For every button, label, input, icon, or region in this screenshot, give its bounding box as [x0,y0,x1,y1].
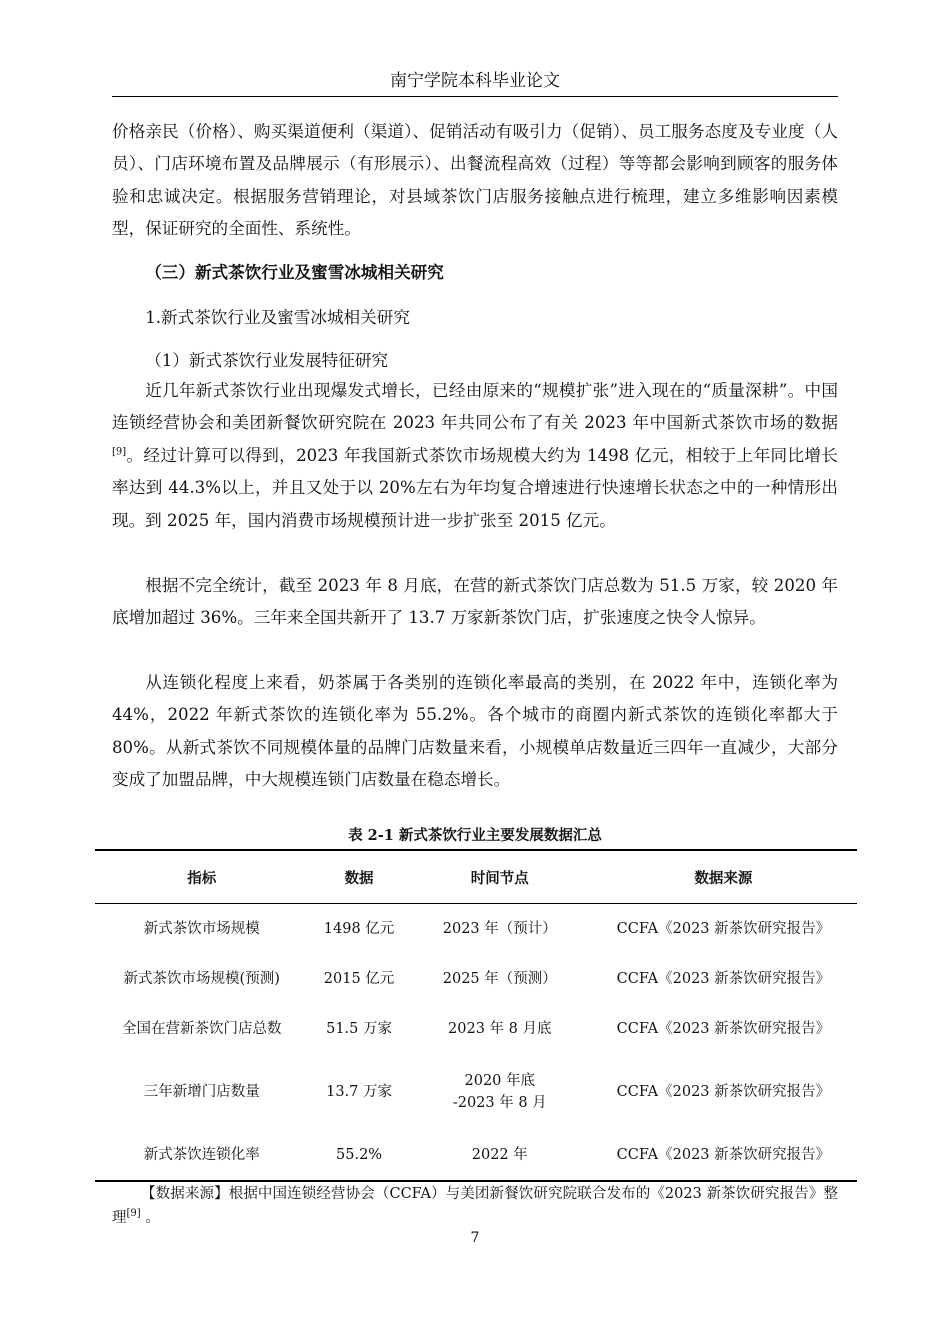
citation-ref: [9] [126,1208,141,1220]
note-text-a: 【数据来源】根据中国连锁经营协会（CCFA）与美团新餐饮研究院联合发布的《2023 新茶饮研究报告》整理 [112,1186,838,1226]
table-cell: CCFA《2023 新茶饮研究报告》 [616,971,831,987]
table-cell: CCFA《2023 新茶饮研究报告》 [616,1021,831,1037]
table-cell-multiline [410,1054,590,1130]
table-cell: 2023 年（预计） [442,921,557,937]
subsection-heading: 1.新式茶饮行业及蜜雪冰城相关研究 [145,308,410,327]
time-line-2: -2023 年 8 月 [452,1095,547,1111]
table-cell: 13.7 万家 [326,1084,392,1100]
table-cell: 新式茶饮市场规模 [143,921,260,937]
paragraph-market-growth-text-a: 近几年新式茶饮行业出现爆发式增长，已经由原来的“规模扩张”进入现在的“质量深耕”。中国连锁经营协会和美团新餐饮研究院在 2023 年共同公布了有关 2023 年中国新式茶饮市场的数据 [112,381,838,433]
table-cell: CCFA《2023 新茶饮研究报告》 [590,1130,857,1181]
table-cell: 新式茶饮连锁化率 [95,1130,308,1181]
table-cell: 2022 年 [410,1130,590,1181]
table-title: 表 2-1 新式茶饮行业主要发展数据汇总 [348,827,602,844]
table-row [95,1004,857,1054]
paragraph-market-growth [112,375,838,537]
paragraph-market-growth-text-b: 。经过计算可以得到，2023 年我国新式茶饮市场规模大约为 1498 亿元，相较于上年同比增长率达到 44.3%以上，并且又处于以 20%左右为年均复合增速进行快速增长状态之中的一种情形出现。到 2025 年，国内消费市场规模预计进一步扩张至 2015 亿元。 [112,445,838,530]
table-cell: 2023 年 8 月底 [448,1021,552,1037]
paragraph-store-count: 根据不完全统计，截至 2023 年 8 月底，在营的新式茶饮门店总数为 51.5 万家，较 2020 年底增加超过 36%。三年来全国共新开了 13.7 万家新茶饮门店，扩张速度之快令人惊异。 [112,576,838,628]
section-heading: （三）新式茶饮行业及蜜雪冰城相关研究 [145,262,444,282]
table-header-cell: 数据 [308,850,409,904]
table-cell: 2025 年（预测） [442,971,557,987]
citation-ref: [9] [112,446,127,458]
table-header-cell: 数据来源 [590,850,857,904]
table-row [95,904,857,955]
subsubsection-heading: （1）新式茶饮行业发展特征研究 [145,351,389,370]
table-cell: 1498 亿元 [323,921,395,937]
data-table [95,849,857,1182]
table-header-cell: 时间节点 [410,850,590,904]
table-row [95,1054,857,1130]
page-number: 7 [470,1230,480,1246]
table-header-row [95,850,857,904]
table-cell: 三年新增门店数量 [143,1084,260,1100]
table-row [95,954,857,1004]
paragraph-chain-rate: 从连锁化程度上来看，奶茶属于各类别的连锁化率最高的类别，在 2022 年中，连锁化率为 44%，2022 年新式茶饮的连锁化率为 55.2%。各个城市的商圈内新式茶饮的连锁化率都大于 80%。从新式茶饮不同规模体量的品牌门店数量来看，小规模单店数量近三四年一直减少，大部分变成了加盟品牌，中大规模连锁门店数量在稳态增长。 [112,673,838,790]
running-header: 南宁学院本科毕业论文 [112,66,838,97]
note-text-b: 。 [140,1210,160,1226]
table-source-note [112,1182,838,1230]
table-header-cell: 指标 [95,850,308,904]
time-line-1: 2020 年底 [464,1073,536,1089]
table-cell: CCFA《2023 新茶饮研究报告》 [616,1084,831,1100]
table-cell: 2015 亿元 [323,971,395,987]
table-cell: 全国在营新茶饮门店总数 [121,1021,282,1037]
table-cell: CCFA《2023 新茶饮研究报告》 [616,921,831,937]
table-row [95,1130,857,1181]
table-cell: 新式茶饮市场规模(预测) [123,971,280,987]
table-cell: 51.5 万家 [326,1021,392,1037]
paragraph-service-factors: 价格亲民（价格）、购买渠道便利（渠道）、促销活动有吸引力（促销）、员工服务态度及专业度（人员）、门店环境布置及品牌展示（有形展示）、出餐流程高效（过程）等等都会影响到顾客的服务体验和忠诚决定。根据服务营销理论，对县域茶饮门店服务接触点进行梳理，建立多维影响因素模型，保证研究的全面性、系统性。 [112,122,838,239]
table-cell: 55.2% [308,1130,409,1181]
